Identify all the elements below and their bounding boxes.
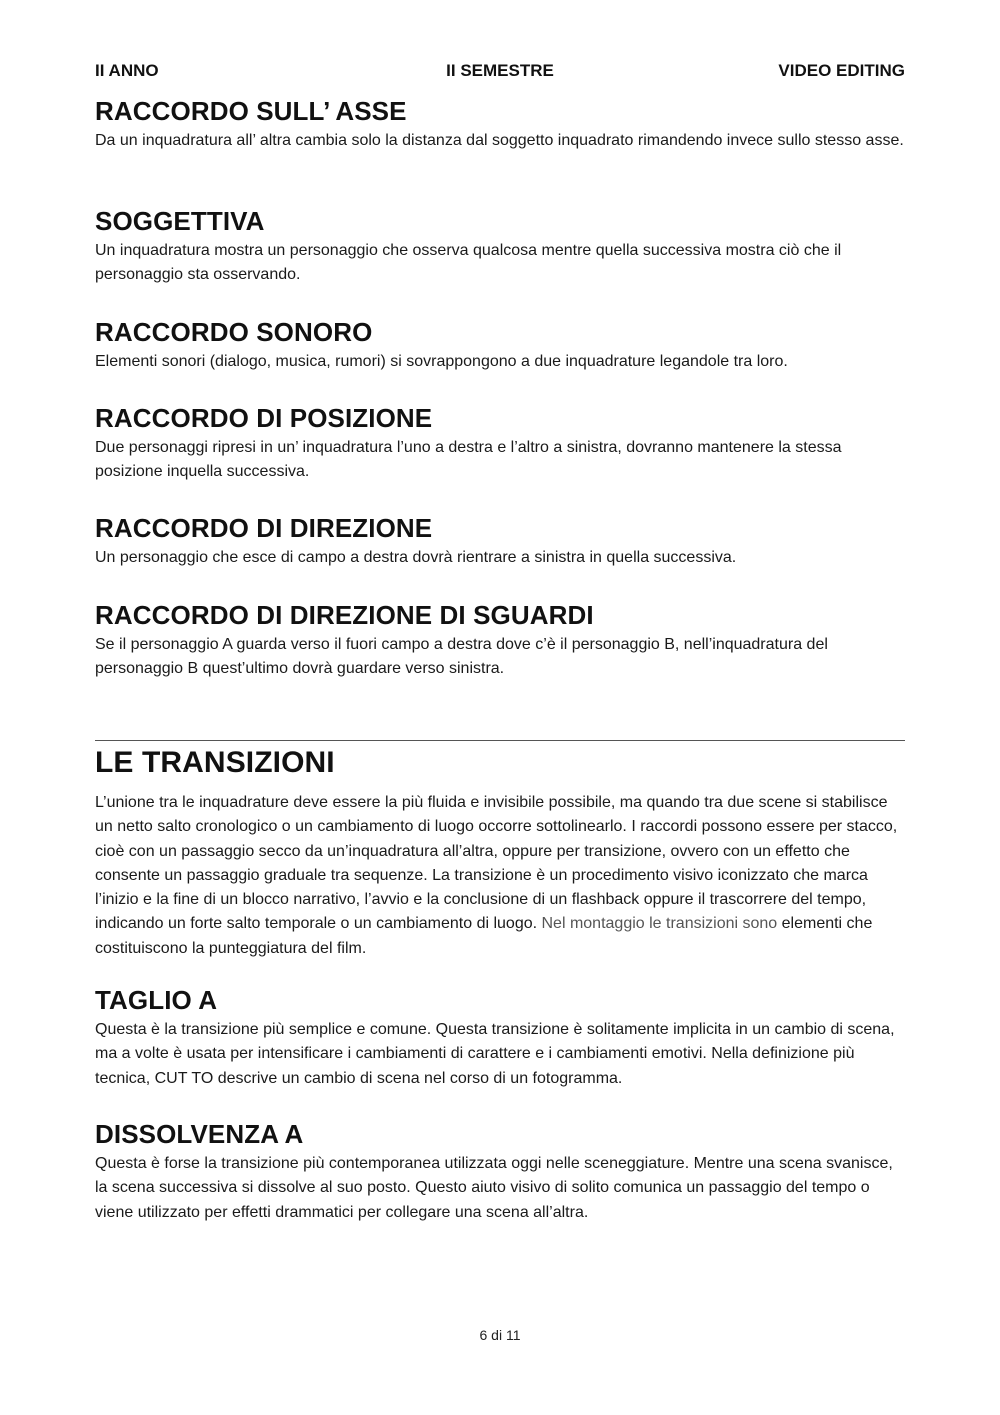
page-header (95, 60, 905, 82)
section-text: Un personaggio che esce di campo a destra dovrà rientrare a sinistra in quella successiva. (95, 549, 737, 566)
section-dissolvenza-a (95, 1118, 905, 1225)
section-soggettiva (95, 205, 905, 288)
document-page (95, 0, 905, 1415)
section-text: Due personaggi ripresi in un’ inquadratura l’uno a destra e l’altro a sinistra, dovranno mantenere la stessa posizione inquella successiva. (95, 439, 842, 481)
section-title: RACCORDO DI DIREZIONE DI SGUARDI (95, 600, 594, 630)
header-semester: II SEMESTRE (446, 61, 554, 80)
transizioni-text-main: L’unione tra le inquadrature deve essere la più fluida e invisibile possibile, ma quando tra due scene si stabilisce un netto salto cronologico o un cambiamento di luogo occorre sottolinearlo. I raccordi possono essere per stacco, cioè con un passaggio secco da un’inquadratura all’altra, oppure per transizione, ovvero con un effetto che consente un passaggio graduale tra sequenze. La transizione è un procedimento visivo iconizzato che marca l’inizio e la fine di un blocco narrativo, l’avvio e la conclusione di un flashback oppure il trascorrere del tempo, indicando un forte salto temporale o un cambiamento di luogo. (95, 794, 898, 933)
section-title: SOGGETTIVA (95, 206, 265, 236)
section-title: DISSOLVENZA A (95, 1119, 304, 1149)
section-taglio-a (95, 984, 905, 1091)
section-title: RACCORDO SULL’ ASSE (95, 96, 407, 126)
section-divider (95, 740, 905, 741)
transizioni-text-muted: Nel montaggio le transizioni sono (541, 915, 778, 933)
section-raccordo-sonoro (95, 316, 905, 374)
section-text: Questa è la transizione più semplice e comune. Questa transizione è solitamente implicita in un cambio di scena, ma a volte è usata per intensificare i cambiamenti di carattere e i cambiamenti emotivi. Nella definizione più tecnica, CUT TO descrive un cambio di scena nel corso di un fotogramma. (95, 1021, 895, 1087)
section-title: LE TRANSIZIONI (95, 746, 335, 779)
section-le-transizioni (95, 745, 905, 961)
section-text: Elementi sonori (dialogo, musica, rumori) si sovrappongono a due inquadrature legandole tra loro. (95, 353, 788, 370)
section-text: Questa è forse la transizione più contemporanea utilizzata oggi nelle sceneggiature. Mentre una scena svanisce, la scena successiva si dissolve al suo posto. Questo aiuto visivo di solito comunica un passaggio del tempo o viene utilizzato per effetti drammatici per collegare una scena all’altra. (95, 1155, 893, 1221)
header-year: II ANNO (95, 61, 159, 80)
section-raccordo-posizione (95, 402, 905, 485)
section-text: Se il personaggio A guarda verso il fuori campo a destra dove c’è il personaggio B, nell’inquadratura del personaggio B quest’ultimo dovrà guardare verso sinistra. (95, 636, 828, 678)
section-raccordo-asse (95, 95, 905, 153)
section-text: Da un inquadratura all’ altra cambia solo la distanza dal soggetto inquadrato rimandendo invece sullo stesso asse. (95, 132, 904, 149)
section-title: TAGLIO A (95, 985, 218, 1015)
section-title: RACCORDO SONORO (95, 317, 373, 347)
header-course: VIDEO EDITING (778, 61, 905, 80)
section-raccordo-direzione (95, 512, 905, 570)
section-raccordo-sguardi (95, 599, 905, 682)
section-title: RACCORDO DI POSIZIONE (95, 403, 433, 433)
section-text (95, 791, 905, 961)
section-text: Un inquadratura mostra un personaggio che osserva qualcosa mentre quella successiva mostra ciò che il personaggio sta osservando. (95, 242, 842, 284)
transizioni-text-end: elementi che costituiscono la punteggiatura del film. (95, 915, 873, 957)
section-title: RACCORDO DI DIREZIONE (95, 513, 433, 543)
page-number: 6 di 11 (479, 1327, 521, 1343)
